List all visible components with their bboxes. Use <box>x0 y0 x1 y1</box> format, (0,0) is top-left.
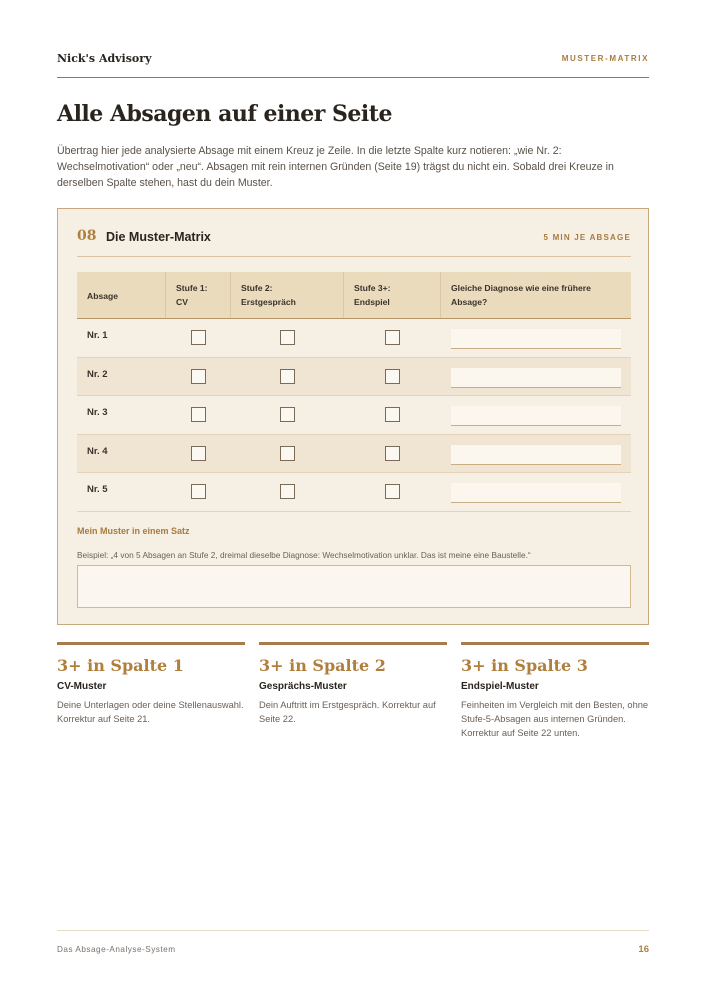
diagnosis-note-field[interactable] <box>451 445 621 465</box>
col-header-stufe3: Stufe 3+: Endspiel <box>354 283 391 307</box>
checkbox-stufe2[interactable] <box>280 484 295 499</box>
diagnosis-note-field[interactable] <box>451 483 621 503</box>
col-header-diagnose: Gleiche Diagnose wie eine frühere Absage? <box>451 283 591 307</box>
pattern-column-3 <box>461 642 649 740</box>
pattern-title: 3+ in Spalte 2 <box>259 656 386 675</box>
diagnosis-note-field[interactable] <box>451 406 621 426</box>
pattern-subtitle: CV-Muster <box>57 681 107 692</box>
intro-paragraph: Übertrag hier jede analysierte Absage mit einem Kreuz je Zeile. In die letzte Spalte kurz notieren: „wie Nr. 2: Wechselmotivation“ oder „neu“. Absagen mit rein internen Gründen (Seite 19) trägst du nicht ein. Sobald drei Kreuze in derselben Spalte stehen, hast du dein Muster. <box>57 145 614 189</box>
matrix-row <box>77 319 631 358</box>
checkbox-stufe1[interactable] <box>191 369 206 384</box>
checkbox-stufe2[interactable] <box>280 407 295 422</box>
pattern-text: Deine Unterlagen oder deine Stellenauswahl. Korrektur auf Seite 21. <box>57 700 244 724</box>
checkbox-stufe1[interactable] <box>191 484 206 499</box>
pattern-title: 3+ in Spalte 1 <box>57 656 184 675</box>
matrix-row <box>77 396 631 435</box>
matrix-row <box>77 358 631 397</box>
footer-doc-title: Das Absage-Analyse-System <box>57 945 176 954</box>
checkbox-stufe1[interactable] <box>191 330 206 345</box>
pattern-title: 3+ in Spalte 3 <box>461 656 588 675</box>
muster-matrix-card <box>57 208 649 625</box>
diagnosis-note-field[interactable] <box>451 329 621 349</box>
summary-example: Beispiel: „4 von 5 Absagen an Stufe 2, dreimal dieselbe Diagnose: Wechselmotivation unklar. Das ist meine eine Baustelle.“ <box>77 550 531 560</box>
matrix-table <box>77 272 631 512</box>
row-label: Nr. 2 <box>87 368 108 380</box>
matrix-header-row <box>77 272 631 319</box>
checkbox-stufe3[interactable] <box>385 369 400 384</box>
row-label: Nr. 4 <box>87 445 108 457</box>
checkbox-stufe1[interactable] <box>191 407 206 422</box>
col-header-stufe2: Stufe 2: Erstgespräch <box>241 283 296 307</box>
card-header <box>77 209 631 257</box>
card-time-estimate: 5 MIN JE ABSAGE <box>543 233 631 242</box>
pattern-subtitle: Endspiel-Muster <box>461 681 539 692</box>
col-header-stufe1: Stufe 1: CV <box>176 283 208 307</box>
checkbox-stufe2[interactable] <box>280 369 295 384</box>
row-label: Nr. 3 <box>87 407 108 419</box>
checkbox-stufe2[interactable] <box>280 330 295 345</box>
checkbox-stufe1[interactable] <box>191 446 206 461</box>
diagnosis-note-field[interactable] <box>451 368 621 388</box>
pattern-column-2 <box>259 642 447 726</box>
checkbox-stufe3[interactable] <box>385 330 400 345</box>
document-page <box>57 0 649 1001</box>
checkbox-stufe3[interactable] <box>385 407 400 422</box>
card-title: Die Muster-Matrix <box>106 230 211 244</box>
pattern-column-1 <box>57 642 245 726</box>
matrix-row <box>77 473 631 512</box>
row-label: Nr. 1 <box>87 330 108 341</box>
pattern-subtitle: Gesprächs-Muster <box>259 681 347 692</box>
page-title: Alle Absagen auf einer Seite <box>57 101 392 127</box>
row-label: Nr. 5 <box>87 484 108 496</box>
page-header <box>57 52 649 78</box>
page-number: 16 <box>638 944 649 955</box>
col-header-absage: Absage <box>87 291 119 301</box>
card-number: 08 <box>77 228 97 244</box>
summary-label: Mein Muster in einem Satz <box>77 526 190 536</box>
section-tag: MUSTER-MATRIX <box>561 54 649 63</box>
brand-name: Nick's Advisory <box>57 52 152 65</box>
page-footer <box>57 930 649 960</box>
pattern-text: Feinheiten im Vergleich mit den Besten, ohne Stufe-5-Absagen aus internen Gründen. Korrektur auf Seite 22 unten. <box>461 700 649 738</box>
matrix-row <box>77 435 631 474</box>
checkbox-stufe3[interactable] <box>385 446 400 461</box>
summary-input-box[interactable] <box>77 565 631 608</box>
checkbox-stufe2[interactable] <box>280 446 295 461</box>
checkbox-stufe3[interactable] <box>385 484 400 499</box>
pattern-text: Dein Auftritt im Erstgespräch. Korrektur auf Seite 22. <box>259 700 436 724</box>
